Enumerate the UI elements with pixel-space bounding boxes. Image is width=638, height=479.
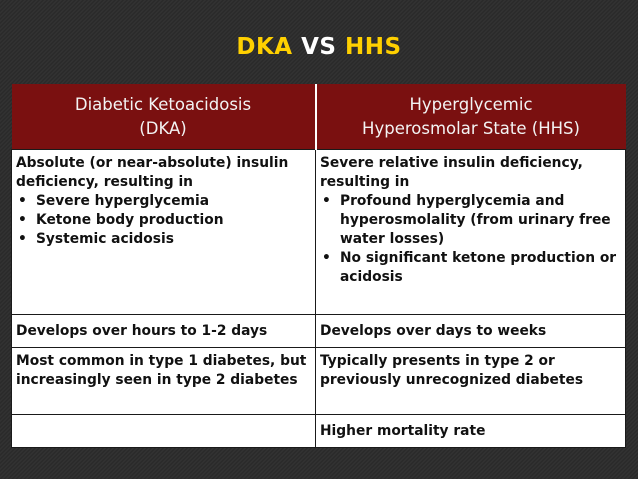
- cell-text: Absolute (or near-absolute) insulin deficiency, resulting in: [16, 155, 289, 190]
- table-row: [12, 348, 626, 415]
- table-row: [12, 415, 626, 448]
- cell-dka-deficiency: [12, 150, 316, 315]
- header-dka-line1: Diabetic Ketoacidosis: [74, 94, 252, 114]
- cell-text: Severe relative insulin deficiency, resulting in: [320, 155, 583, 190]
- header-hhs-line2: Hyperosmolar State (HHS): [362, 118, 580, 138]
- header-dka-line2: (DKA): [139, 118, 187, 138]
- table-header-row: [12, 84, 626, 150]
- title-hhs: HHS: [345, 34, 402, 60]
- cell-dka-mortality: [12, 415, 316, 448]
- cell-hhs-deficiency: [316, 150, 626, 315]
- header-hhs-line1: Hyperglycemic: [409, 94, 533, 114]
- slide-title: [0, 32, 638, 62]
- cell-dka-population: Most common in type 1 diabetes, but increasingly seen in type 2 diabetes: [12, 348, 316, 415]
- list-item: • Severe hyperglycemia: [16, 192, 311, 211]
- title-dka: DKA: [236, 34, 293, 60]
- title-vs: VS: [301, 34, 337, 60]
- header-dka: [12, 84, 316, 150]
- comparison-table: [11, 84, 626, 448]
- cell-hhs-mortality: Higher mortality rate: [316, 415, 626, 448]
- bullet-list: [16, 192, 311, 249]
- list-item: • No significant ketone production or acidosis: [320, 249, 621, 287]
- bullet-list: [320, 192, 621, 287]
- table-row: [12, 150, 626, 315]
- list-item: • Systemic acidosis: [16, 230, 311, 249]
- header-hhs: [316, 84, 626, 150]
- table-row: [12, 315, 626, 348]
- list-item: • Ketone body production: [16, 211, 311, 230]
- cell-hhs-onset: Develops over days to weeks: [316, 315, 626, 348]
- cell-dka-onset: Develops over hours to 1-2 days: [12, 315, 316, 348]
- cell-hhs-population: Typically presents in type 2 or previously unrecognized diabetes: [316, 348, 626, 415]
- list-item: • Profound hyperglycemia and hyperosmolality (from urinary free water losses): [320, 192, 621, 249]
